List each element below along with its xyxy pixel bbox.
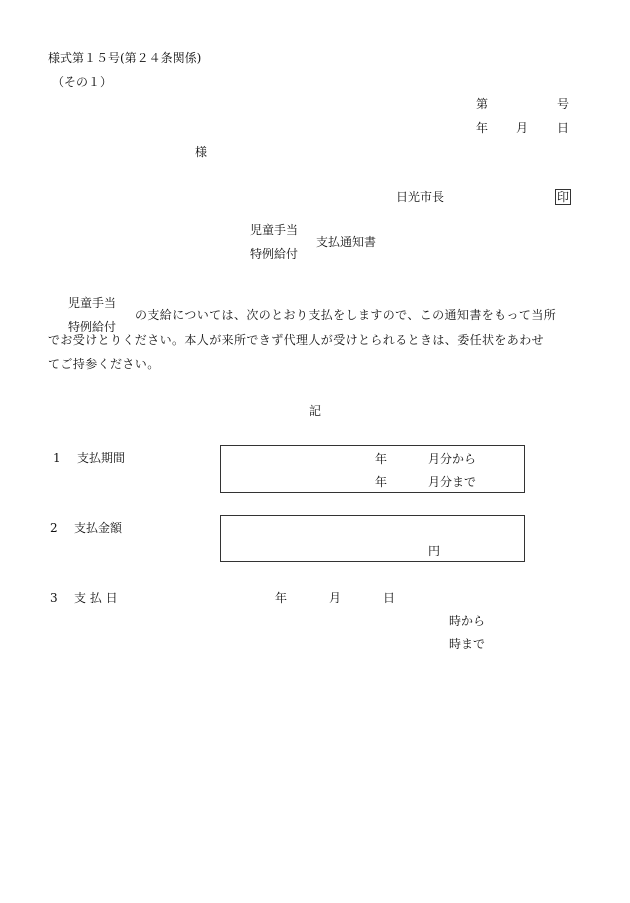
body-text-line3: てご持参ください。 <box>48 357 160 371</box>
issuer-name: 日光市長 <box>396 190 445 204</box>
item-1-label: 支払期間 <box>77 451 126 465</box>
amount-unit: 円 <box>428 544 441 558</box>
period-to-month: 月分まで <box>428 475 477 489</box>
item-1-number: 1 <box>53 451 61 465</box>
date-month-label: 月 <box>516 121 529 135</box>
body-allowance-line1: 児童手当 <box>68 296 117 310</box>
payment-amount-box <box>220 515 525 562</box>
body-text-line1: の支給については、次のとおり支払をしますので、この通知書をもって当所 <box>135 308 557 322</box>
payment-date-year: 年 <box>275 591 288 605</box>
form-sub-number: （その１） <box>52 75 113 89</box>
payment-time-from: 時から <box>449 614 486 628</box>
period-from-month: 月分から <box>428 452 477 466</box>
document-number-suffix: 号 <box>557 97 570 111</box>
item-3-label: 支 払 日 <box>74 591 118 605</box>
title-allowance-line2: 特例給付 <box>250 247 299 261</box>
payment-date-month: 月 <box>329 591 342 605</box>
payment-date-day: 日 <box>383 591 396 605</box>
title-allowance-line1: 児童手当 <box>250 223 299 237</box>
document-title: 支払通知書 <box>316 235 377 249</box>
item-2-number: 2 <box>50 521 58 535</box>
seal-mark: 印 <box>557 190 570 204</box>
payment-period-box <box>220 445 525 493</box>
item-2-label: 支払金額 <box>74 521 123 535</box>
body-allowance-line2: 特例給付 <box>68 320 117 334</box>
period-to-year: 年 <box>375 475 388 489</box>
form-number: 様式第１５号(第２４条関係) <box>48 51 202 65</box>
body-text-line2: でお受けとりください。本人が来所できず代理人が受けとられるときは、委任状をあわせ <box>48 333 545 347</box>
period-from-year: 年 <box>375 452 388 466</box>
item-3-number: 3 <box>50 591 58 605</box>
addressee-suffix: 様 <box>195 145 208 159</box>
ki-heading: 記 <box>309 404 322 418</box>
payment-time-to: 時まで <box>449 637 486 651</box>
date-day-label: 日 <box>557 121 570 135</box>
date-year-label: 年 <box>476 121 489 135</box>
document-number-prefix: 第 <box>476 97 489 111</box>
